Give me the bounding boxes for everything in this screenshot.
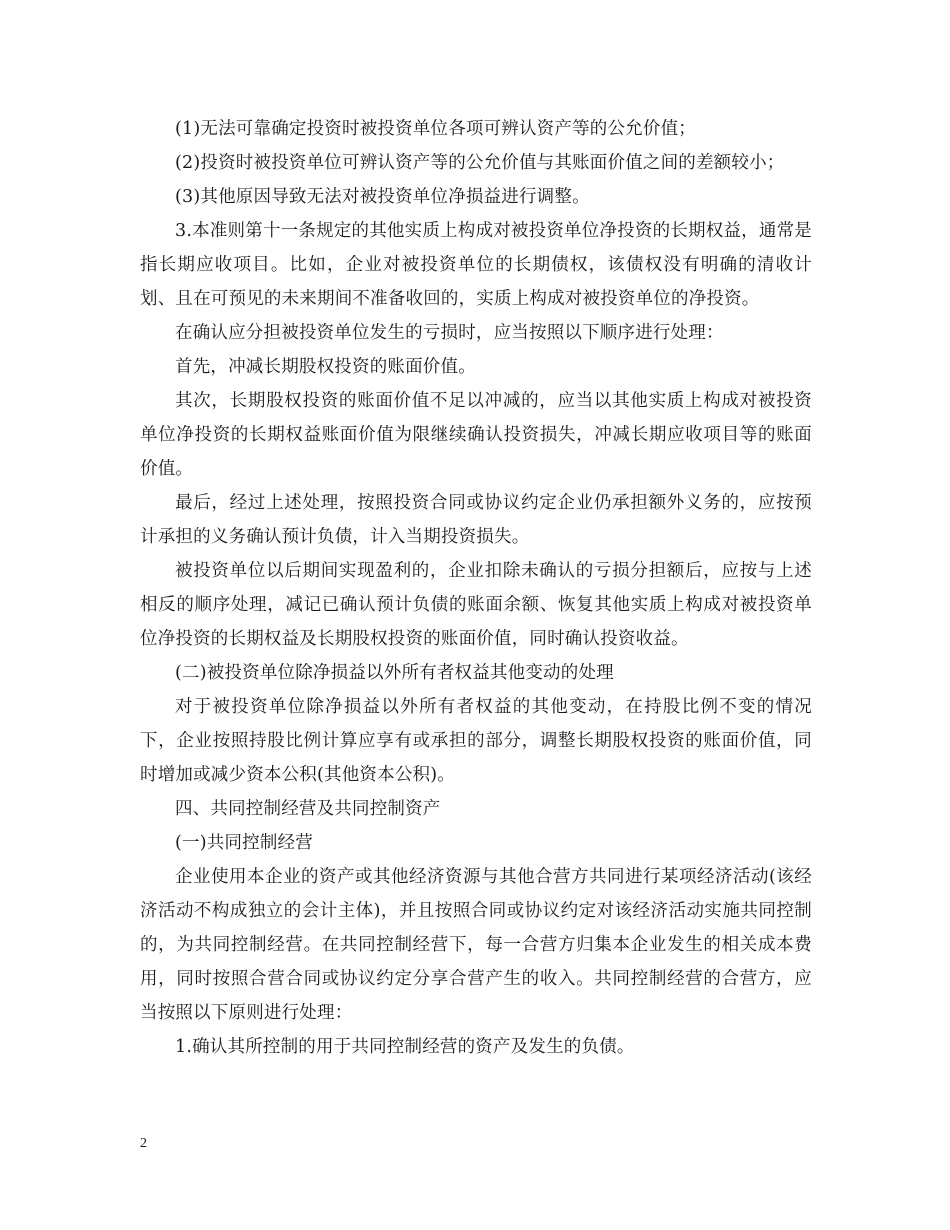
section-heading-4: 四、共同控制经营及共同控制资产 [175, 799, 441, 819]
paragraph-14: 企业使用本企业的资产或其他经济资源与其他合营方共同进行某项经济活动(该经济活动不构成独立的会计主体)，并且按照合同或协议约定对该经济活动实施共同控制的，为共同控制经营。在共同控制经营下，每一合营方归集本企业发生的相关成本费用，同时按照合营合同或协议约定分享合营产生的收入。共同控制经营的合营方，应当按照以下原则进行处理： [140, 867, 812, 1023]
paragraph-5: 在确认应分担被投资单位发生的亏损时，应当按照以下顺序进行处理： [175, 323, 724, 343]
paragraph-15: 1.确认其所控制的用于共同控制经营的资产及发生的负债。 [175, 1037, 635, 1057]
paragraph-9: 被投资单位以后期间实现盈利的，企业扣除未确认的亏损分担额后，应按与上述相反的顺序处理，减记已确认预计负债的账面余额、恢复其他实质上构成对被投资单位净投资的长期权益及长期股权投资的账面价值，同时确认投资收益。 [140, 561, 812, 649]
paragraph-8: 最后，经过上述处理，按照投资合同或协议约定企业仍承担额外义务的，应按预计承担的义务确认预计负债，计入当期投资损失。 [140, 493, 812, 547]
paragraph-11: 对于被投资单位除净损益以外所有者权益的其他变动，在持股比例不变的情况下，企业按照持股比例计算应享有或承担的部分，调整长期股权投资的账面价值，同时增加或减少资本公积(其他资本公积)。 [140, 697, 812, 785]
document-body [140, 112, 812, 1064]
subsection-heading-1: (一)共同控制经营 [175, 833, 313, 853]
paragraph-6: 首先，冲减长期股权投资的账面价值。 [175, 357, 476, 377]
paragraph-7: 其次，长期股权投资的账面价值不足以冲减的，应当以其他实质上构成对被投资单位净投资的长期权益账面价值为限继续确认投资损失，冲减长期应收项目等的账面价值。 [140, 391, 812, 479]
paragraph-2: (2)投资时被投资单位可辨认资产等的公允价值与其账面价值之间的差额较小； [175, 153, 785, 173]
paragraph-1: (1)无法可靠确定投资时被投资单位各项可辨认资产等的公允价值； [175, 119, 696, 139]
paragraph-3: (3)其他原因导致无法对被投资单位净损益进行调整。 [175, 187, 590, 207]
paragraph-4: 3.本准则第十一条规定的其他实质上构成对被投资单位净投资的长期权益，通常是指长期应收项目。比如，企业对被投资单位的长期债权，该债权没有明确的清收计划、且在可预见的未来期间不准备收回的，实质上构成对被投资单位的净投资。 [140, 221, 812, 309]
section-heading-2: (二)被投资单位除净损益以外所有者权益其他变动的处理 [175, 663, 614, 683]
page-number: 2 [140, 1136, 147, 1151]
